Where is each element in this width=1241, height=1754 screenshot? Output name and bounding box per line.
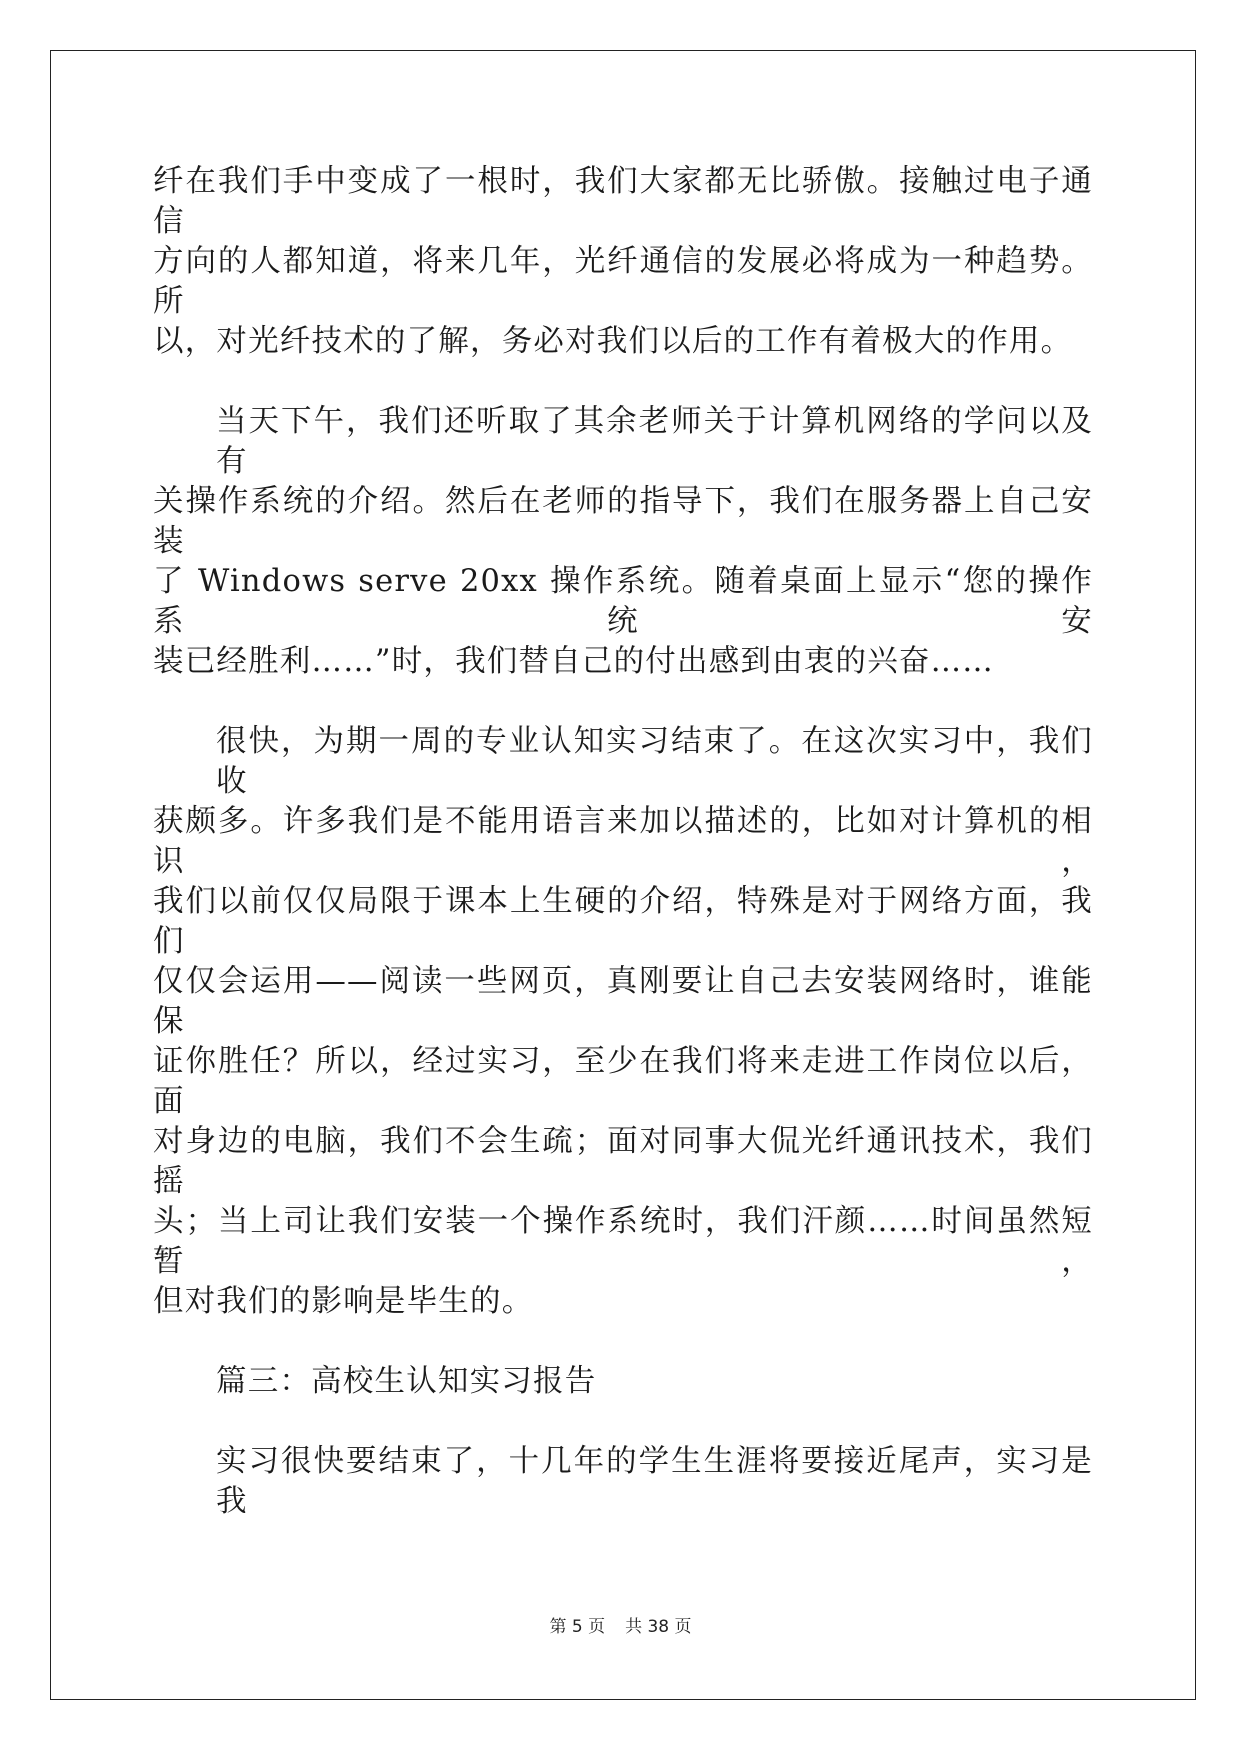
document-body — [153, 162, 1093, 1522]
text-line: 方向的人都知道，将来几年，光纤通信的发展必将成为一种趋势。所 — [153, 244, 1093, 319]
text-line: 纤在我们手中变成了一根时，我们大家都无比骄傲。接触过电子通信 — [153, 164, 1093, 239]
text-line: 证你胜任？所以，经过实习，至少在我们将来走进工作岗位以后，面 — [153, 1044, 1093, 1119]
text-line: 以，对光纤技术的了解，务必对我们以后的工作有着极大的作用。 — [153, 324, 1073, 359]
page-footer — [0, 1612, 1241, 1637]
text-line: 仅仅会运用——阅读一些网页，真刚要让自己去安装网络时，谁能保 — [153, 964, 1093, 1039]
text-line: 关操作系统的介绍。然后在老师的指导下，我们在服务器上自己安装 — [153, 484, 1093, 559]
text-line: 我们以前仅仅局限于课本上生硬的介绍，特殊是对于网络方面，我们 — [153, 884, 1093, 959]
text-line: 头；当上司让我们安装一个操作系统时，我们汗颜……时间虽然短暂， — [153, 1204, 1093, 1279]
text-line: 获颇多。许多我们是不能用语言来加以描述的，比如对计算机的相识， — [153, 804, 1093, 879]
text-line: 装已经胜利……”时，我们替自己的付出感到由衷的兴奋…… — [153, 644, 994, 679]
text-line: 实习很快要结束了，十几年的学生生涯将要接近尾声，实习是我 — [216, 1444, 1093, 1519]
text-line: 对身边的电脑，我们不会生疏；面对同事大侃光纤通讯技术，我们摇 — [153, 1124, 1093, 1199]
text-line: 当天下午，我们还听取了其余老师关于计算机网络的学问以及有 — [216, 404, 1093, 479]
text-line: 但对我们的影响是毕生的。 — [153, 1284, 534, 1319]
text-line: 篇三：高校生认知实习报告 — [216, 1364, 597, 1399]
page-total: 共 38 页 — [625, 1617, 692, 1637]
page-number: 第 5 页 — [549, 1617, 606, 1637]
text-line: 很快，为期一周的专业认知实习结束了。在这次实习中，我们收 — [216, 724, 1093, 799]
text-line: 了 Windows serve 20xx 操作系统。随着桌面上显示“您的操作系统安 — [153, 564, 1093, 639]
